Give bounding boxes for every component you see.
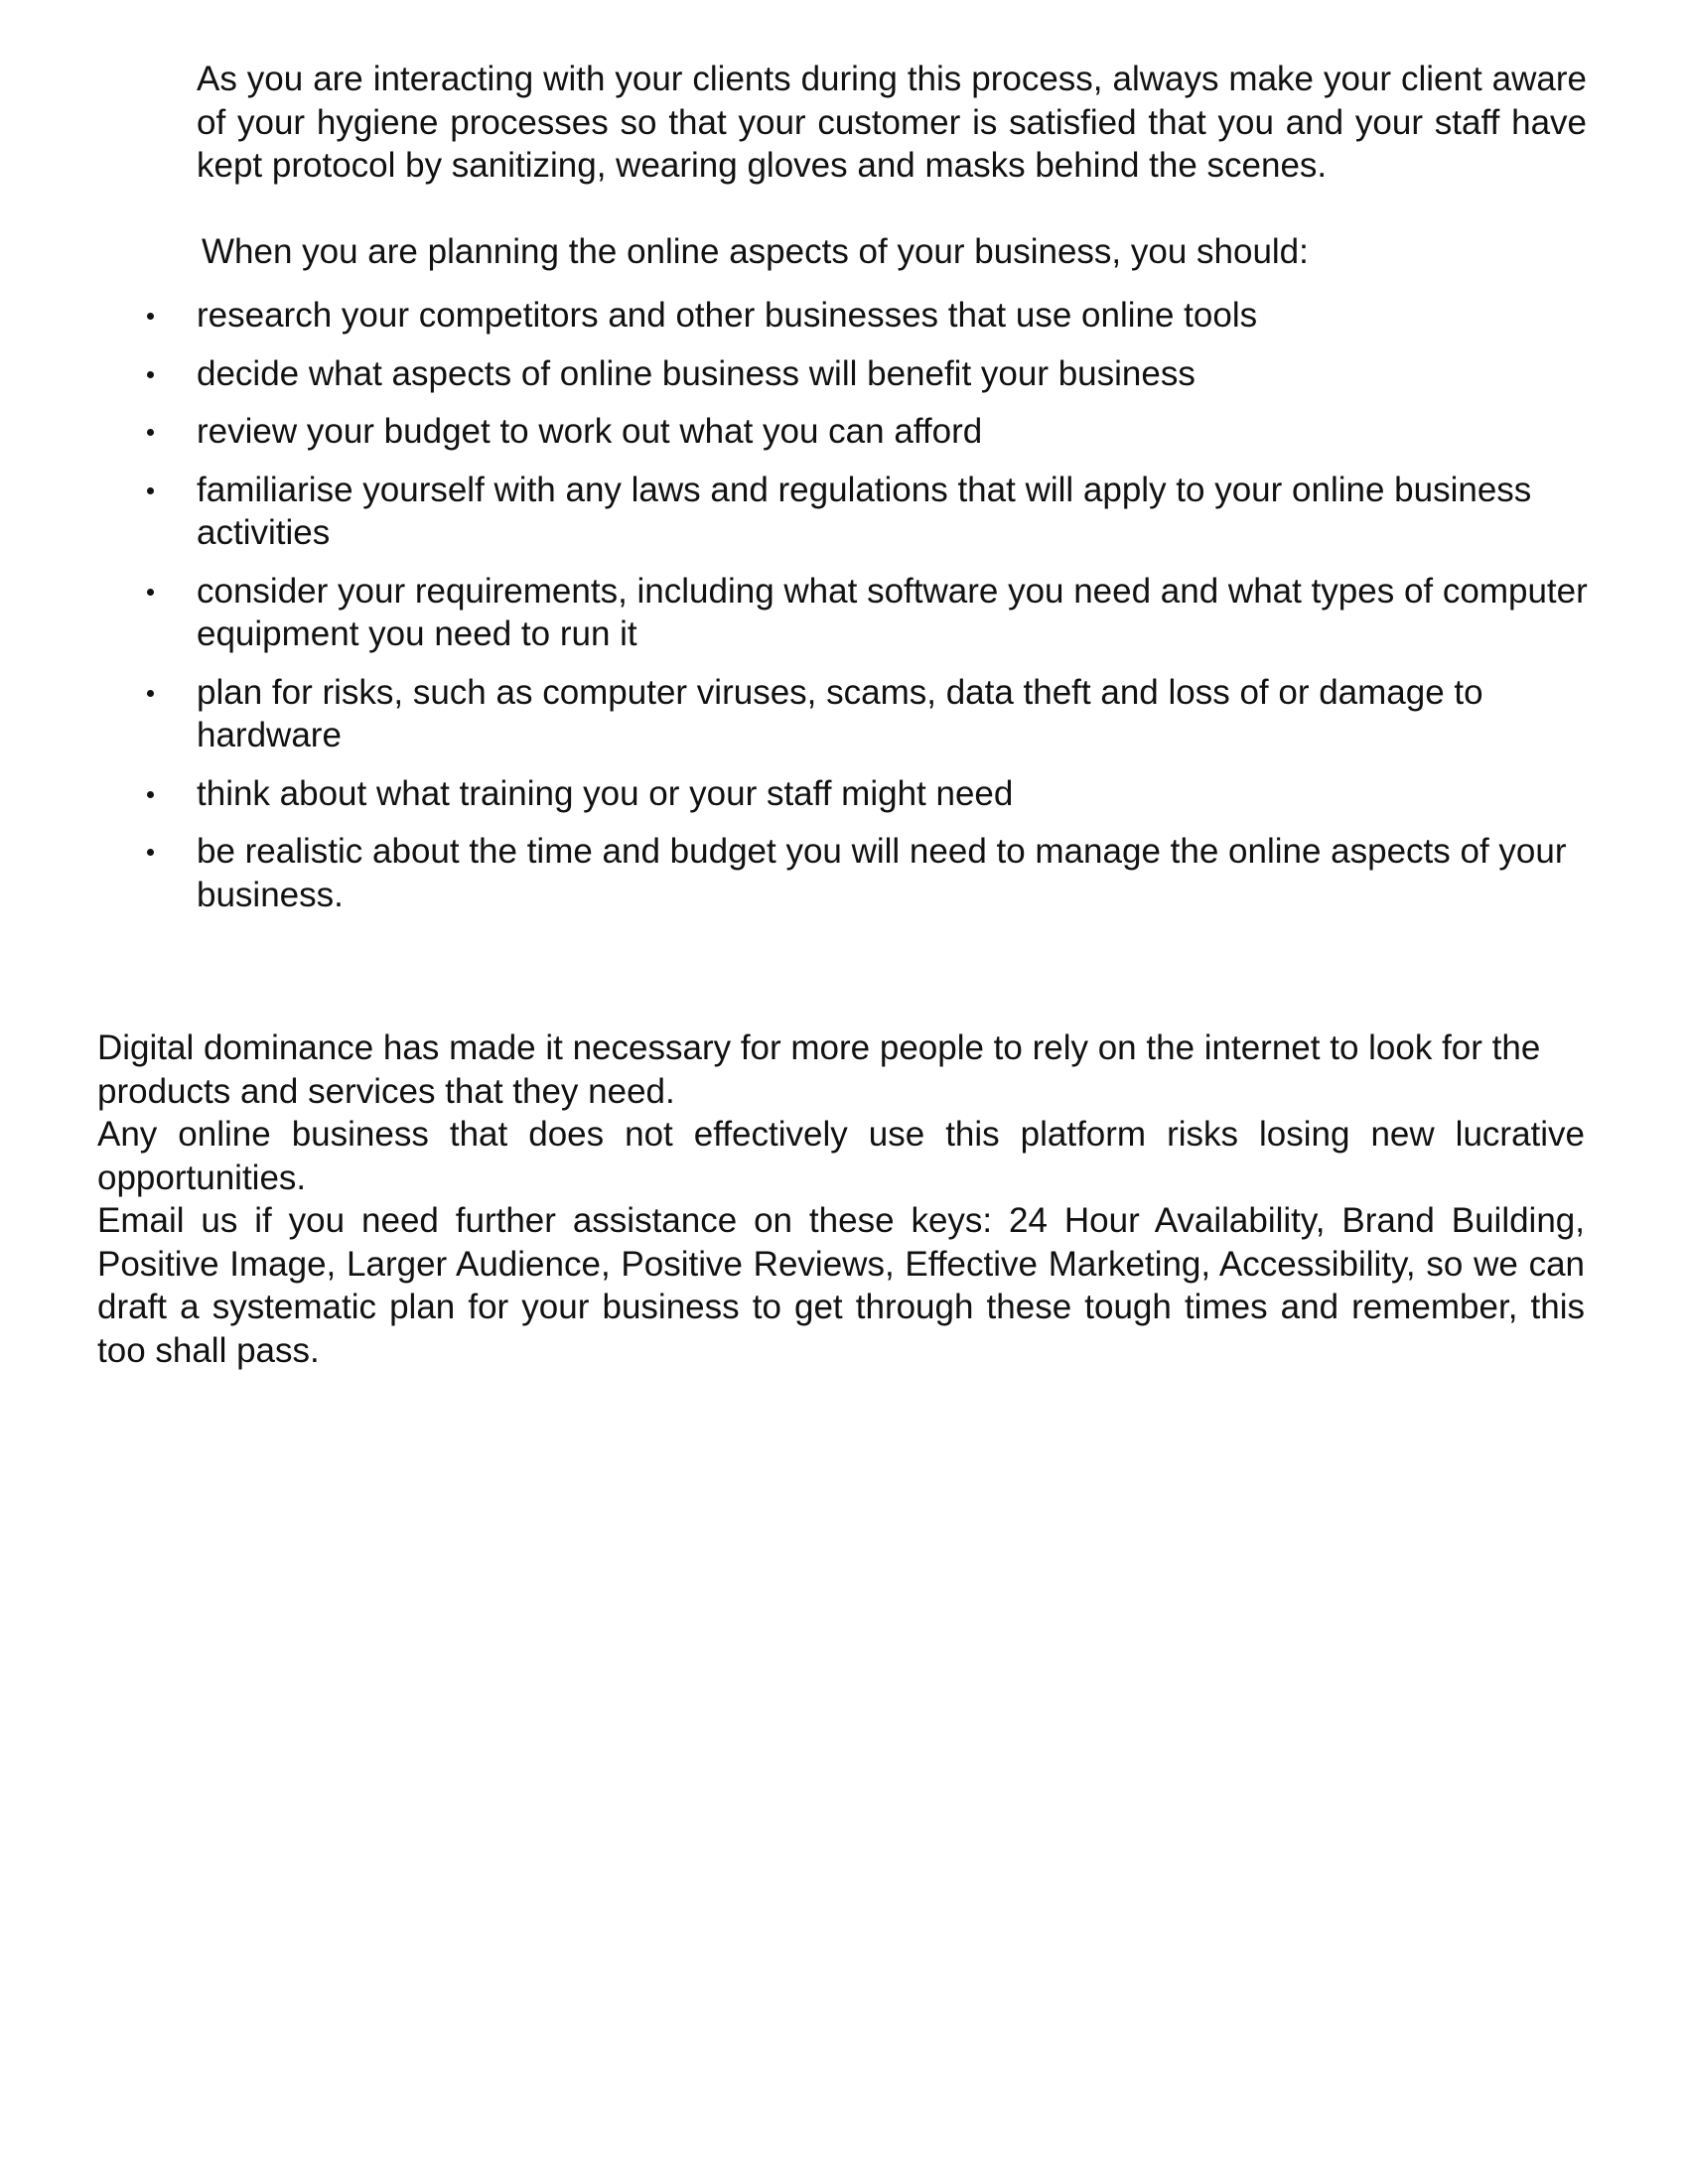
- email-us-paragraph: Email us if you need further assistance on these keys: 24 Hour Availability, Brand Building, Positive Image, Larger Audience, Positive Reviews, Effective Marketing, Accessibility, so we can draft a systematic plan for your business to get through these tough times and remember, this too shall pass.: [97, 1201, 1585, 1370]
- bullet-icon: [147, 487, 154, 494]
- list-item: [197, 469, 1607, 555]
- bullet-icon: [147, 429, 154, 436]
- planning-lead: When you are planning the online aspects of your business, you should:: [202, 232, 1309, 271]
- list-item-text: decide what aspects of online business will benefit your business: [197, 353, 1196, 393]
- online-risk-paragraph: Any online business that does not effectively use this platform risks losing new lucrative opportunities.: [97, 1115, 1585, 1197]
- list-item: [197, 352, 1607, 396]
- digital-dominance-paragraph: Digital dominance has made it necessary for more people to rely on the internet to look for the products and services that they need.: [97, 1028, 1541, 1111]
- bullet-icon: [147, 313, 154, 320]
- list-item-text: plan for risks, such as computer viruses, scams, data theft and loss of or damage to hardware: [197, 672, 1483, 754]
- bullet-icon: [147, 371, 154, 378]
- bullet-icon: [147, 849, 154, 856]
- list-item-text: be realistic about the time and budget you will need to manage the online aspects of your business.: [197, 832, 1567, 914]
- list-item-text: consider your requirements, including what software you need and what types of computer equipment you need to run it: [197, 571, 1588, 653]
- list-item: [197, 410, 1607, 454]
- list-item: [197, 772, 1607, 816]
- list-item: [197, 294, 1607, 338]
- list-item: [197, 570, 1607, 656]
- list-item-text: research your competitors and other businesses that use online tools: [197, 296, 1258, 335]
- list-item-text: review your budget to work out what you can afford: [197, 412, 983, 451]
- list-item: [197, 671, 1607, 757]
- list-item: [197, 830, 1607, 916]
- bullet-icon: [147, 690, 154, 697]
- planning-list: [197, 294, 1607, 931]
- list-item-text: think about what training you or your staff might need: [197, 773, 1014, 813]
- bullet-icon: [147, 791, 154, 798]
- list-item-text: familiarise yourself with any laws and regulations that will apply to your online business activities: [197, 470, 1532, 552]
- closing-section: [97, 1026, 1585, 1372]
- intro-paragraph: As you are interacting with your clients during this process, always make your client aware of your hygiene processes so that your customer is satisfied that you and your staff have kept protocol by sanitizing, wearing gloves and masks behind the scenes.: [197, 60, 1587, 185]
- bullet-icon: [147, 589, 154, 596]
